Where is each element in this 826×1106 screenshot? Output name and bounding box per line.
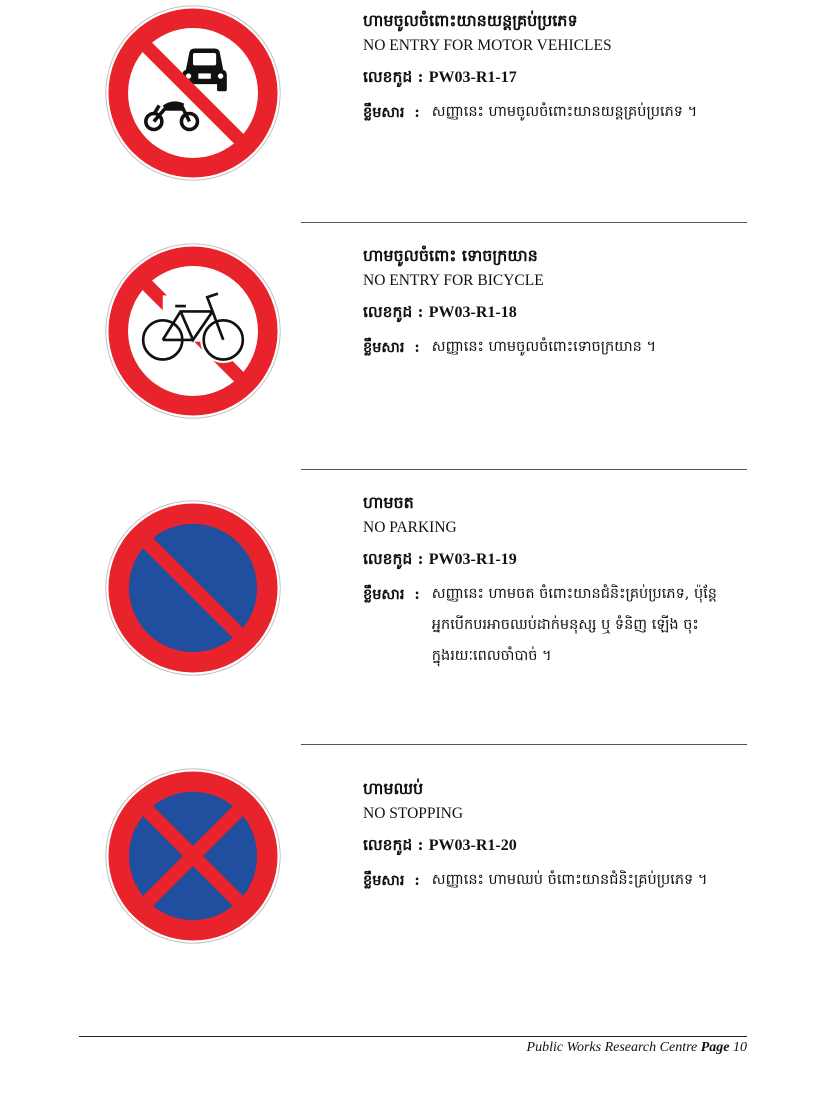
footer-rule: [79, 1036, 747, 1037]
meaning-label: ខ្លឹមសារ: [363, 104, 405, 121]
meaning-separator: :: [414, 586, 420, 603]
meaning-text: សញ្ញានេះ ហាមឈប់ ចំពោះយានជំនិះគ្រប់ប្រភេទ ។: [431, 872, 708, 888]
no-parking-sign-icon: [104, 499, 282, 677]
meaning-label: ខ្លឹមសារ: [363, 872, 405, 889]
code-separator: :: [412, 549, 429, 568]
meaning-separator: :: [414, 872, 420, 889]
sign-code: PW03-R1-18: [428, 304, 517, 321]
code-label: លេខកូដ: [363, 67, 413, 86]
code-row: [363, 66, 763, 89]
code-label: លេខកូដ: [363, 835, 413, 854]
code-row: [363, 548, 763, 571]
meaning-text: សញ្ញានេះ ហាមចត ចំពោះយានជំនិះគ្រប់ប្រភេទ, ប៉ុន្តែអ្នកបើកបរអាចឈប់ដាក់មនុស្ស ឬ ទំនិញ ឡើង ចុះ ក្នុងរយៈពេលចាំបាច់ ។: [431, 586, 717, 664]
meaning-separator: :: [414, 104, 420, 121]
section-divider: [301, 744, 747, 745]
code-row: [363, 301, 763, 324]
khmer-title: ហាមចត: [363, 493, 414, 512]
sign-description-4: [363, 778, 763, 896]
meaning-row: [363, 579, 763, 672]
footer-page-label: Page: [700, 1040, 730, 1055]
code-separator: :: [412, 302, 429, 321]
english-title: NO STOPPING: [363, 805, 464, 822]
meaning-label: ខ្លឹមសារ: [363, 339, 405, 356]
english-title: NO ENTRY FOR BICYCLE: [363, 272, 544, 289]
footer-org: Public Works Research Centre: [526, 1040, 698, 1055]
code-separator: :: [412, 67, 429, 86]
sign-description-2: [363, 245, 763, 363]
khmer-title: ហាមចូលចំពោះយានយន្តគ្រប់ប្រភេទ: [363, 11, 578, 30]
meaning-label: ខ្លឹមសារ: [363, 586, 405, 603]
english-title: NO ENTRY FOR MOTOR VEHICLES: [363, 37, 612, 54]
meaning-text: សញ្ញានេះ ហាមចូលចំពោះទោចក្រយាន ។: [431, 339, 657, 355]
code-label: លេខកូដ: [363, 549, 413, 568]
khmer-title: ហាមចូលចំពោះ ទោចក្រយាន: [363, 246, 538, 265]
meaning-row: [363, 865, 763, 896]
section-divider: [301, 222, 747, 223]
khmer-title: ហាមឈប់: [363, 779, 424, 798]
sign-code: PW03-R1-19: [428, 551, 517, 568]
sign-description-1: [363, 10, 763, 128]
no-motor-vehicles-sign-icon: [104, 4, 282, 182]
page-footer: [527, 1040, 747, 1056]
code-label: លេខកូដ: [363, 302, 413, 321]
meaning-row: [363, 332, 763, 363]
no-bicycle-sign-icon: [104, 242, 282, 420]
meaning-row: [363, 97, 763, 128]
code-row: [363, 834, 763, 857]
sign-description-3: [363, 492, 763, 672]
meaning-separator: :: [414, 339, 420, 356]
footer-page-number: 10: [733, 1040, 747, 1055]
meaning-text: សញ្ញានេះ ហាមចូលចំពោះយានយន្តគ្រប់ប្រភេទ ។: [431, 104, 698, 120]
sign-code: PW03-R1-20: [428, 837, 517, 854]
code-separator: :: [412, 835, 429, 854]
sign-code: PW03-R1-17: [428, 69, 517, 86]
english-title: NO PARKING: [363, 519, 457, 536]
no-stopping-sign-icon: [104, 767, 282, 945]
section-divider: [301, 469, 747, 470]
